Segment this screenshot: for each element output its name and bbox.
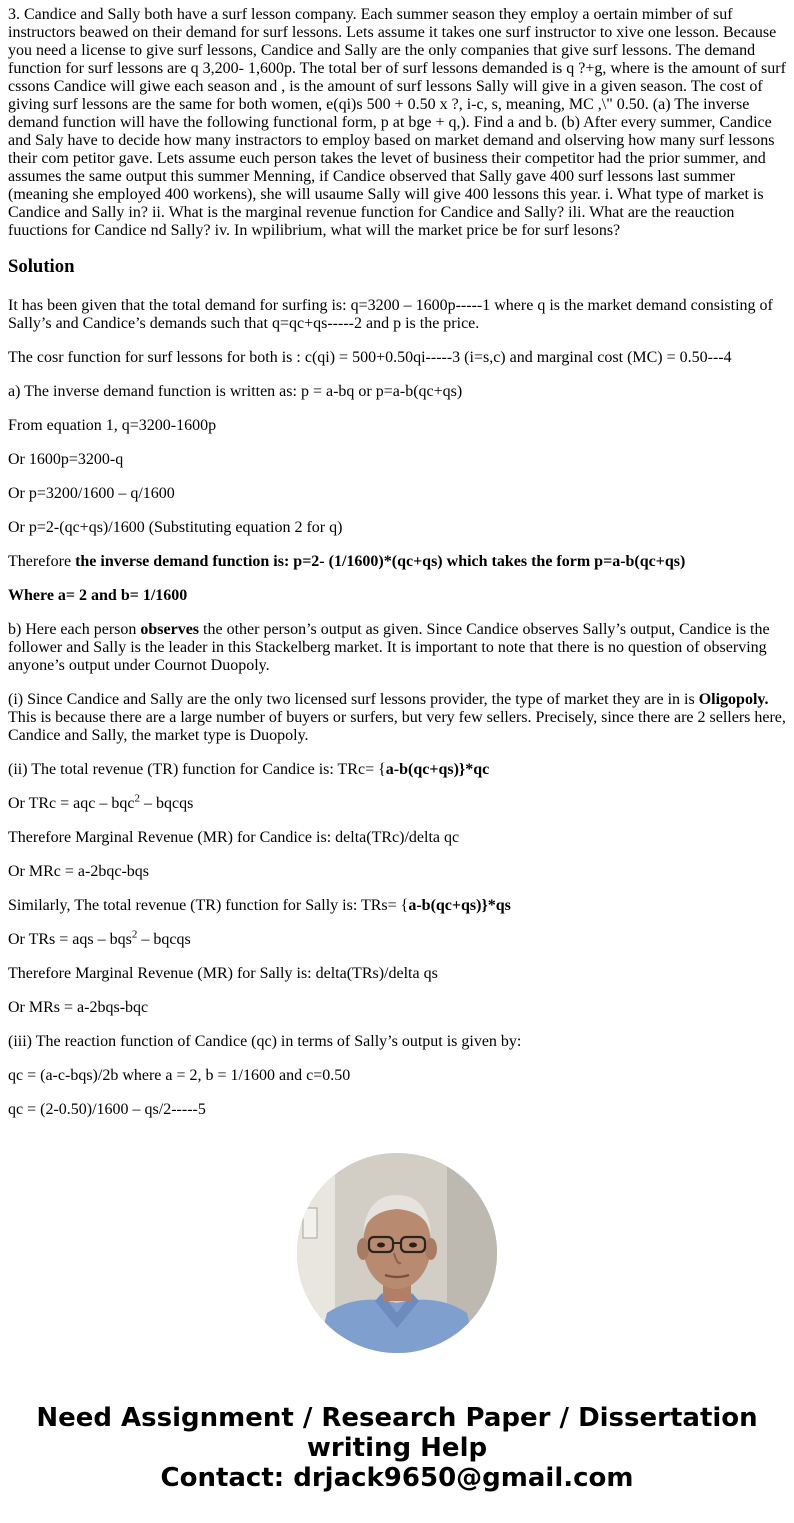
solution-paragraph: Or 1600p=3200-q	[8, 451, 124, 468]
solution-paragraph	[8, 761, 788, 779]
solution-paragraph: Or p=3200/1600 – q/1600	[8, 485, 175, 502]
bold-text: Oligopoly.	[698, 691, 769, 708]
inline-text: b) Here each person	[8, 621, 141, 638]
inline-text: Similarly, The total revenue (TR) function for Sally is: TRs= {	[8, 897, 409, 914]
solution-paragraph: qc = (2-0.50)/1600 – qs/2-----5	[8, 1101, 206, 1118]
solution-paragraph	[8, 928, 788, 949]
superscript: 2	[134, 792, 140, 805]
bold-text: a-b(qc+qs)}*qc	[385, 761, 490, 778]
solution-paragraph: Therefore Marginal Revenue (MR) for Candice is: delta(TRc)/delta qc	[8, 829, 460, 846]
solution-paragraph: From equation 1, q=3200-1600p	[8, 417, 217, 434]
solution-paragraph: The cosr function for surf lessons for both is : c(qi) = 500+0.50qi-----3 (i=s,c) and marginal cost (MC) = 0.50---4	[8, 349, 732, 366]
inline-text: Therefore	[8, 553, 76, 570]
promo-line: writing Help	[306, 1433, 488, 1463]
bold-text: a-b(qc+qs)}*qs	[408, 897, 511, 914]
solution-paragraph: qc = (a-c-bqs)/2b where a = 2, b = 1/1600 and c=0.50	[8, 1067, 351, 1084]
solution-paragraph: Or MRc = a-2bqc-bqs	[8, 863, 149, 880]
question-text: 3. Candice and Sally both have a surf lesson company. Each summer season they employ a oertain mimber of suf instructors beawed on their demand for surf lessons. Lets assume it takes one surf instructor to xive one lesson. Because you need a license to give surf lessons, Candice and Sally are the only companies that give surf lessons. The demand function for surf lessons are q 3,200- 1,600p. The total ber of surf lessons demanded is q ?+g, where is the amount of surf cssons Candice will giwe each season and , is the amount of surf lessons Sally will give in a given season. The cost of giving surf lessons are the same for both women, e(qi)s 500 + 0.50 x ?, i-c, s, meaning, MC ,\" 0.50. (a) The inverse demand function will have the following functional form, p at bge + q,). Find a and b. (b) After every summer, Candice and Saly have to decide how many instractors to employ based on market demand and olserving how many surf lessons their com petitor gave. Lets assume euch person takes the levet of business their competitor had the prior summer, and assumes the same output this summer Menning, if Candice observed that Sally gave 400 surf lessons last summer (meaning she employed 400 workens), she will usaume Sally will give 400 lessons this year. i. What type of market is Candice and Sally in? ii. What is the marginal revenue function for Candice and Sally? ili. What are the reauction fuuctions for Candice nd Sally? iv. In wpilibrium, what will the market price be for surf lesons?	[8, 6, 786, 239]
solution-paragraph	[8, 792, 788, 813]
bold-text: observes	[140, 621, 200, 638]
inline-text: (i) Since Candice and Sally are the only two licensed surf lessons provider, the type of market they are in is	[8, 691, 699, 708]
solution-paragraph: Or p=2-(qc+qs)/1600 (Substituting equation 2 for q)	[8, 519, 343, 536]
solution-paragraph: a) The inverse demand function is written as: p = a-bq or p=a-b(qc+qs)	[8, 383, 463, 400]
solution-paragraph: It has been given that the total demand for surfing is: q=3200 – 1600p-----1 where q is the market demand consisting of Sally’s and Candice’s demands such that q=qc+qs-----2 and p is the price.	[8, 297, 773, 332]
inline-text: – bqcqs	[139, 795, 194, 812]
promo-banner	[0, 1403, 794, 1493]
superscript: 2	[131, 928, 138, 941]
inline-text: (ii) The total revenue (TR) function for Candice is: TRc= {	[8, 761, 386, 778]
inline-text: the other person’s output as given. Since Candice observes Sally’s output, Candice is the follower and Sally is the leader in this Stackelberg market. It is important to note that there is no question of observing anyone’s output under Cournot Duopoly.	[8, 621, 770, 674]
inline-text: This is because there are a large number of buyers or surfers, but very few sellers. Precisely, since there are 2 sellers here, Candice and Sally, the market type is Duopoly.	[8, 709, 786, 744]
inline-text: Or TRs = aqs – bqs	[8, 931, 132, 948]
inline-text: Or TRc = aqc – bqc	[8, 795, 135, 812]
solution-paragraph: Therefore Marginal Revenue (MR) for Sally is: delta(TRs)/delta qs	[8, 965, 438, 982]
contact-email: Contact: drjack9650@gmail.com	[160, 1463, 634, 1493]
solution-heading: Solution	[8, 256, 75, 277]
solution-paragraph: (iii) The reaction function of Candice (qc) in terms of Sally’s output is given by:	[8, 1033, 522, 1050]
bold-text: Where a= 2 and b= 1/1600	[8, 587, 188, 604]
solution-paragraph	[8, 553, 788, 571]
solution-paragraph	[8, 691, 788, 745]
inline-text: – bqcqs	[137, 931, 191, 948]
solution-paragraph	[8, 621, 788, 675]
promo-line: Need Assignment / Research Paper / Dissertation	[36, 1403, 758, 1433]
bold-text: the inverse demand function is: p=2- (1/1600)*(qc+qs) which takes the form p=a-b(qc+qs)	[75, 553, 686, 570]
avatar	[297, 1153, 497, 1353]
portrait-photo	[297, 1153, 497, 1353]
solution-paragraph: Or MRs = a-2bqs-bqc	[8, 999, 149, 1016]
document-body	[8, 6, 788, 1123]
solution-paragraph	[8, 587, 788, 605]
solution-paragraph	[8, 897, 788, 915]
